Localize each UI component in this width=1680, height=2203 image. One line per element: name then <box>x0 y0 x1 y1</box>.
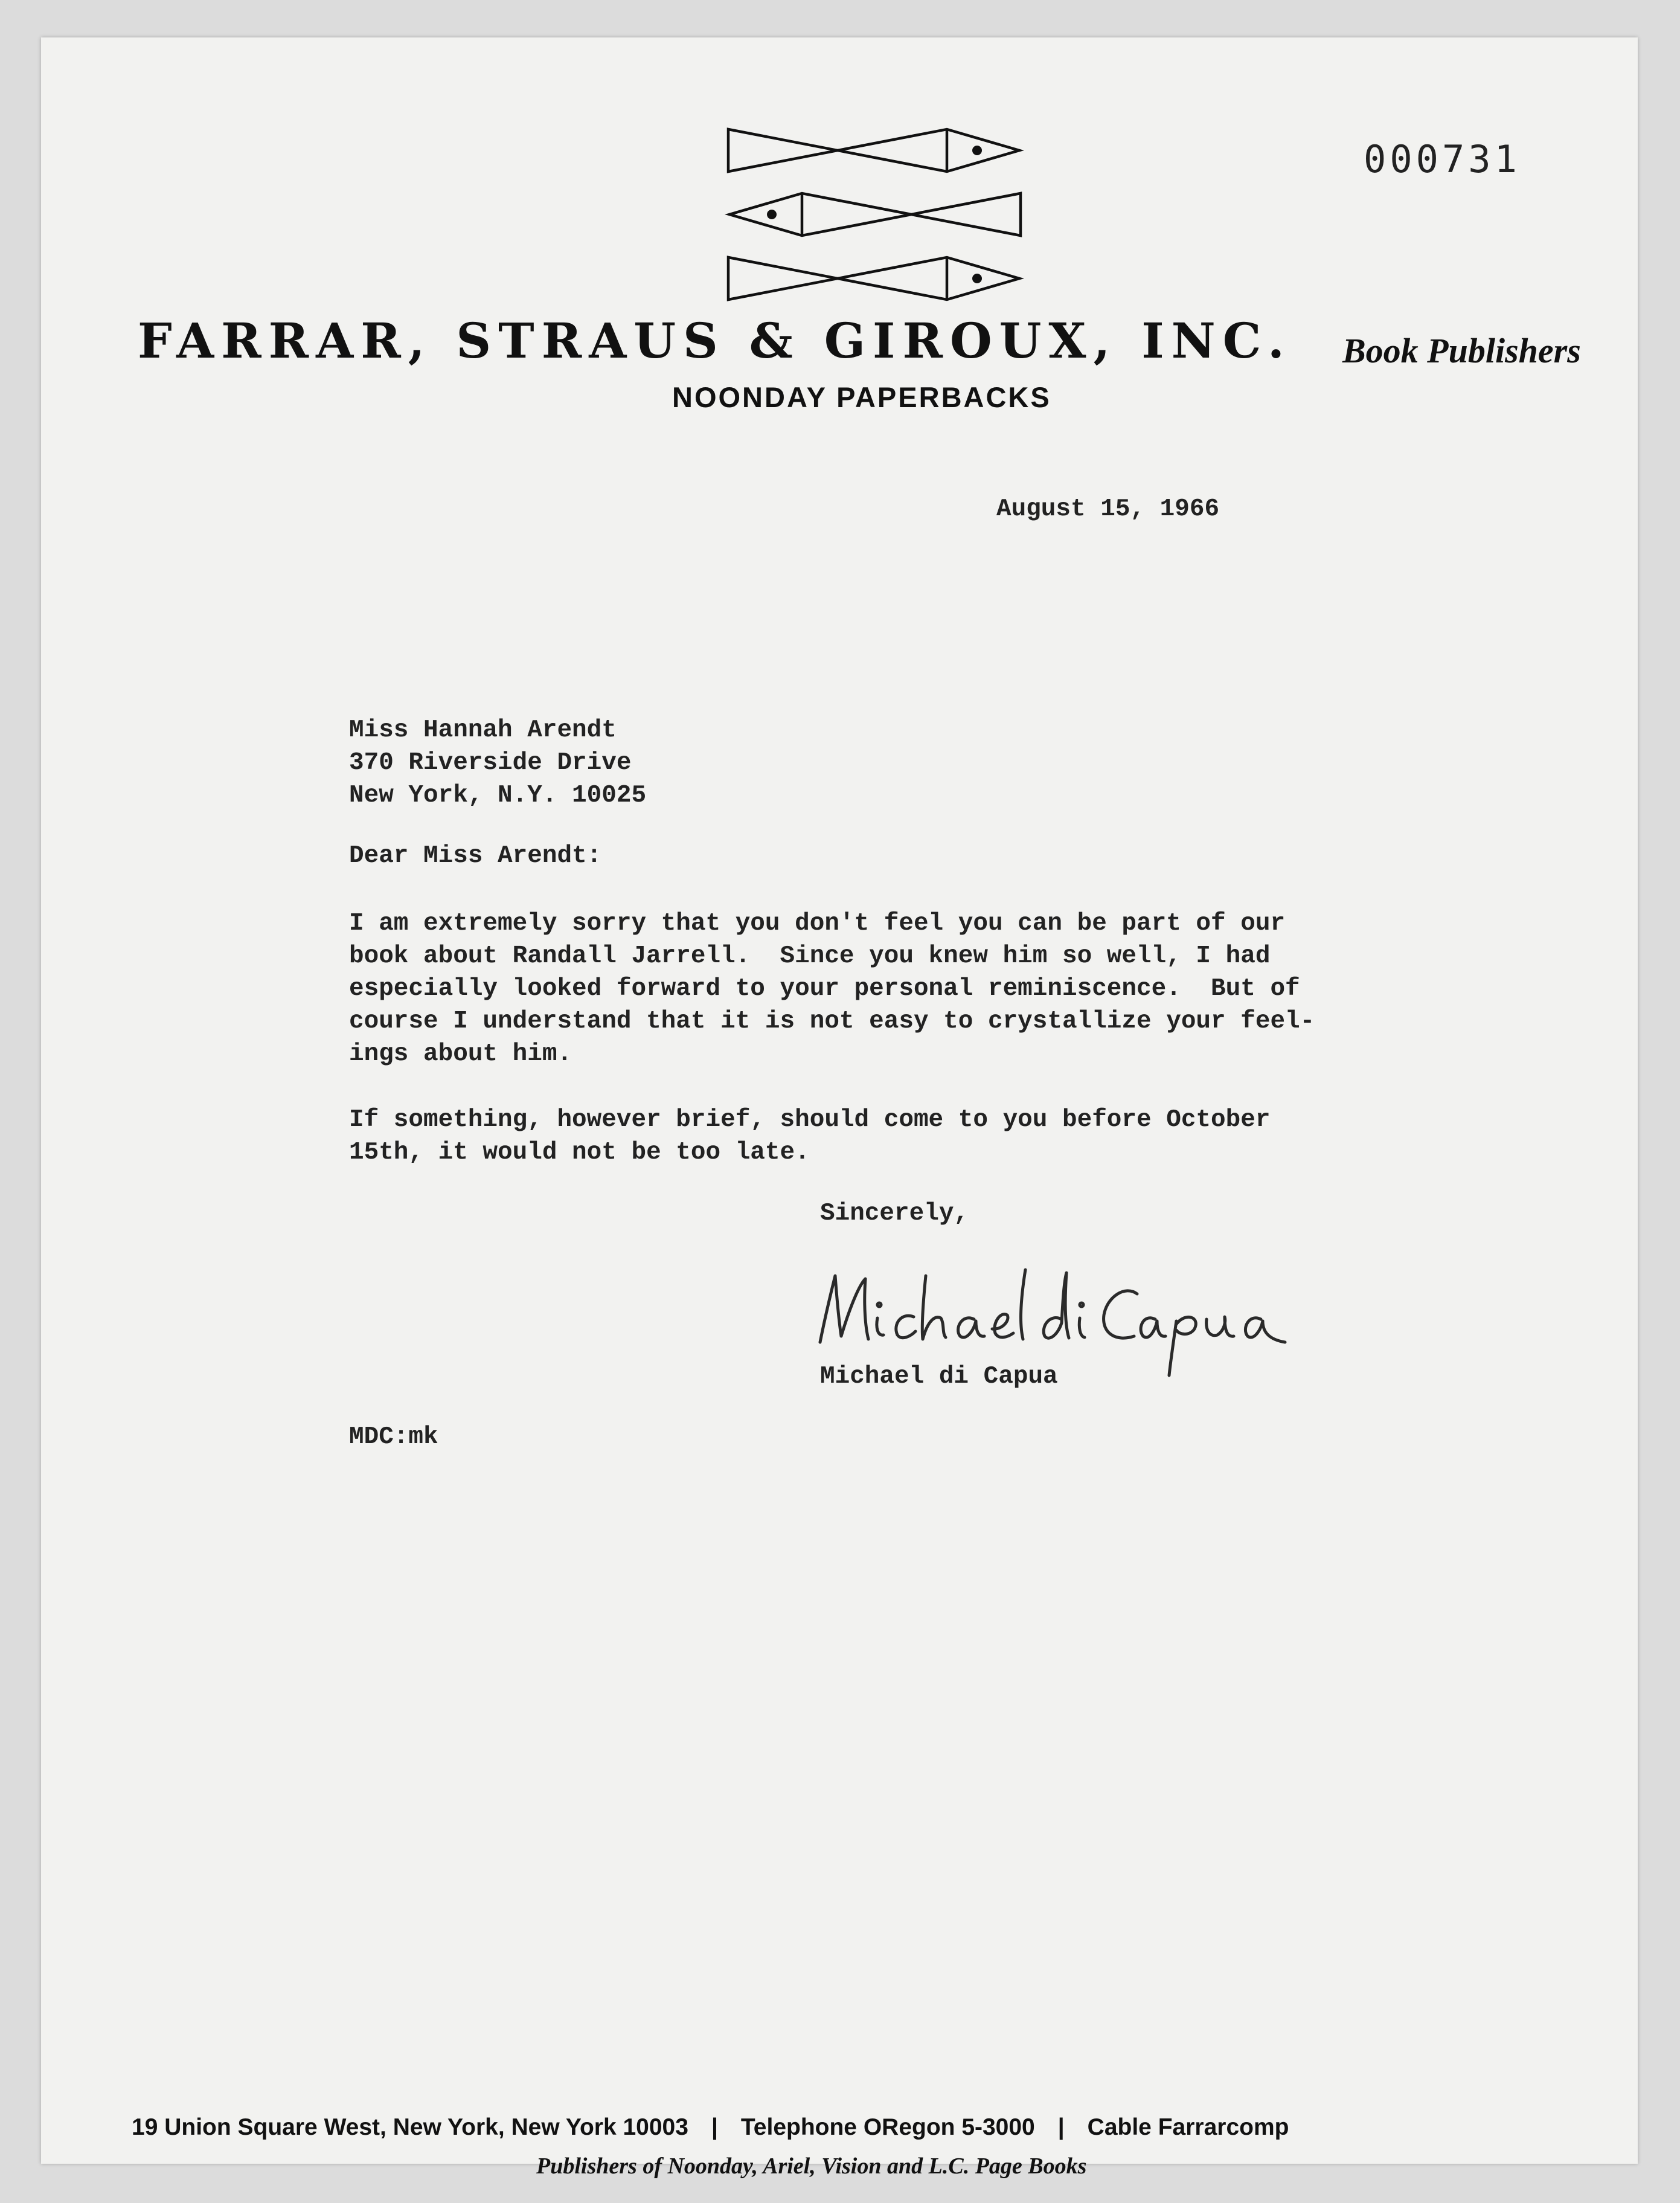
footer-separator: | <box>711 2114 718 2140</box>
reference-initials: MDC:mk <box>349 1423 438 1451</box>
footer-telephone: Telephone ORegon 5-3000 <box>740 2114 1035 2140</box>
closing: Sincerely, <box>820 1200 969 1227</box>
company-name: FARRAR, STRAUS & GIROUX, INC. <box>138 312 1292 369</box>
footer-separator: | <box>1057 2114 1065 2140</box>
letter-date: August 15, 1966 <box>996 495 1220 523</box>
three-fish-logo-icon <box>723 122 1025 303</box>
recipient-name: Miss Hannah Arendt <box>349 716 617 744</box>
imprint-name: NOONDAY PAPERBACKS <box>672 381 1051 413</box>
salutation: Dear Miss Arendt: <box>349 842 602 870</box>
signer-name: Michael di Capua <box>820 1363 1058 1391</box>
body-paragraph-2: If something, however brief, should come to you before October 15th, it would not be too late. <box>349 1106 1271 1166</box>
company-tagline: Book Publishers <box>1342 331 1581 370</box>
document-serial-number: 000731 <box>1364 137 1521 181</box>
body-paragraph-1: I am extremely sorry that you don't feel you can be part of our book about Randall Jarrell. Since you knew him so well, I had especially looked forward to your personal reminiscence. But of course I understand that it is not easy to crystallize your feel- ings about him. <box>349 910 1315 1068</box>
recipient-street: 370 Riverside Drive <box>349 749 632 777</box>
footer-cable: Cable Farrarcomp <box>1087 2114 1289 2140</box>
footer-address: 19 Union Square West, New York, New York 10003 <box>132 2114 688 2140</box>
footer-publishers-line: Publishers of Noonday, Ariel, Vision and L.C. Page Books <box>536 2153 1087 2179</box>
recipient-address <box>349 714 646 812</box>
recipient-city: New York, N.Y. 10025 <box>349 782 647 809</box>
footer-contact-line <box>132 2114 1605 2141</box>
letter-page <box>41 37 1638 2179</box>
